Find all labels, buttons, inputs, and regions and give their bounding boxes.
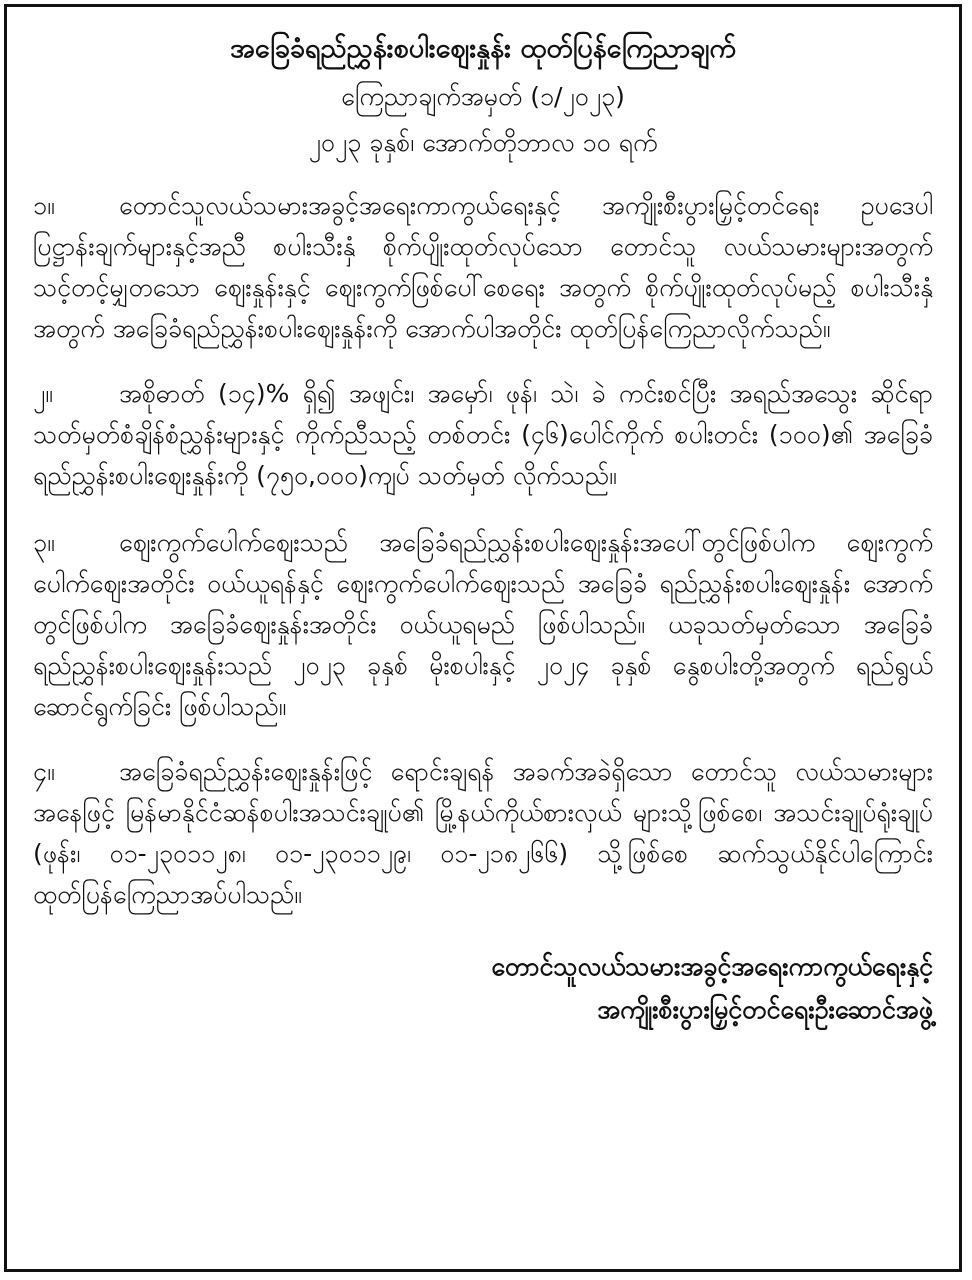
notice-border [4,4,962,1272]
paragraph-2 [33,373,933,496]
paragraph-text: ဈေးကွက်ပေါက်ဈေးသည် အခြေခံရည်ညွှန်းစပါးဈေးနှုန်းအပေါ်တွင်ဖြစ်ပါက ဈေးကွက်ပေါက်ဈေးအတိုင်း ဝယ်ယူရန်နှင့် ဈေးကွက်ပေါက်ဈေးသည် အခြေခံ ရည်ညွှန်းစပါးဈေးနှုန်း အောက်တွင်ဖြစ်ပါက အခြေခံဈေးနှုန်းအတိုင်း ဝယ်ယူရမည် ဖြစ်ပါသည်။ ယခုသတ်မှတ်သော အခြေခံရည်ညွှန်းစပါးဈေးနှုန်းသည် ၂၀၂၃ ခုနှစ် မိုးစပါးနှင့် ၂၀၂၄ ခုနှစ် နွေစပါးတို့အတွက် ရည်ရွယ်ဆောင်ရွက်ခြင်း ဖြစ်ပါသည်။ [33,528,933,721]
notice-date: ၂၀၂၃ ခုနှစ်၊ အောက်တိုဘာလ ၁၀ ရက် [308,128,658,157]
signature-line-2: အကျိုးစီးပွားမြှင့်တင်ရေးဦးဆောင်အဖွဲ့ [597,995,933,1024]
paragraph-text: အခြေခံရည်ညွှန်းဈေးနှုန်းဖြင့် ရောင်းချရန် အခက်အခဲရှိသော တောင်သူ လယ်သမားများအနေဖြင့် မြန်မာနိုင်ငံဆန်စပါးအသင်းချုပ်၏ မြို့နယ်ကိုယ်စားလှယ် များသို့ဖြစ်စေ၊ အသင်းချုပ်ရုံးချုပ် (ဖုန်း၊ ၀၁-၂၃၀၁၁၂၈၊ ၀၁-၂၃၀၁၁၂၉၊ ၀၁-၂၁၈၂၆၆) သို့ဖြစ်စေ ဆက်သွယ်နိုင်ပါကြောင်း ထုတ်ပြန်ကြေညာအပ်ပါသည်။ [33,757,933,909]
notice-number: ကြေညာချက်အမှတ် (၁/၂၀၂၃) [341,82,625,111]
notice-content [33,29,933,1247]
paragraph-1 [33,185,933,349]
paragraph-number: ၂။ [33,379,53,408]
paragraph-text: အစိုဓာတ် (၁၄)% ရှိ၍ အဖျင်း၊ အမှော်၊ ဖုန်၊ သဲ၊ ခဲ ကင်းစင်ပြီး အရည်အသွေး ဆိုင်ရာ သတ်မှတ်စံချိန်စံညွှန်းများနှင့် ကိုက်ညီသည့် တစ်တင်း (၄၆)ပေါင်ကိုက် စပါးတင်း (၁၀၀)၏ အခြေခံရည်ညွှန်းစပါးဈေးနှုန်းကို (၇၅၀,၀၀၀)ကျပ် သတ်မှတ် လိုက်သည်။ [33,379,933,490]
paragraph-3 [33,522,933,727]
paragraph-4 [33,751,933,915]
notice-title: အခြေခံရည်ညွှန်းစပါးဈေးနှုန်း ထုတ်ပြန်ကြေညာချက် [230,33,736,64]
paragraph-number: ၃။ [33,528,55,557]
paragraph-number: ၄။ [33,757,55,786]
signature-block [33,945,933,1031]
paragraph-number: ၁။ [33,191,55,220]
paragraph-text: တောင်သူလယ်သမားအခွင့်အရေးကာကွယ်ရေးနှင့် အကျိုးစီးပွားမြှင့်တင်ရေး ဥပဒေပါ ပြဋ္ဌာန်းချက်များနှင့်အညီ စပါးသီးနှံ စိုက်ပျိုးထုတ်လုပ်သော တောင်သူ လယ်သမားများအတွက် သင့်တင့်မျှတသော ဈေးနှုန်းနှင့် ဈေးကွက်ဖြစ်ပေါ်စေရေး အတွက် စိုက်ပျိုးထုတ်လုပ်မည့် စပါးသီးနှံအတွက် အခြေခံရည်ညွှန်းစပါးဈေးနှုန်းကို အောက်ပါအတိုင်း ထုတ်ပြန်ကြေညာလိုက်သည်။ [33,191,933,343]
signature-line-1: တောင်သူလယ်သမားအခွင့်အရေးကာကွယ်ရေးနှင့် [491,952,933,981]
